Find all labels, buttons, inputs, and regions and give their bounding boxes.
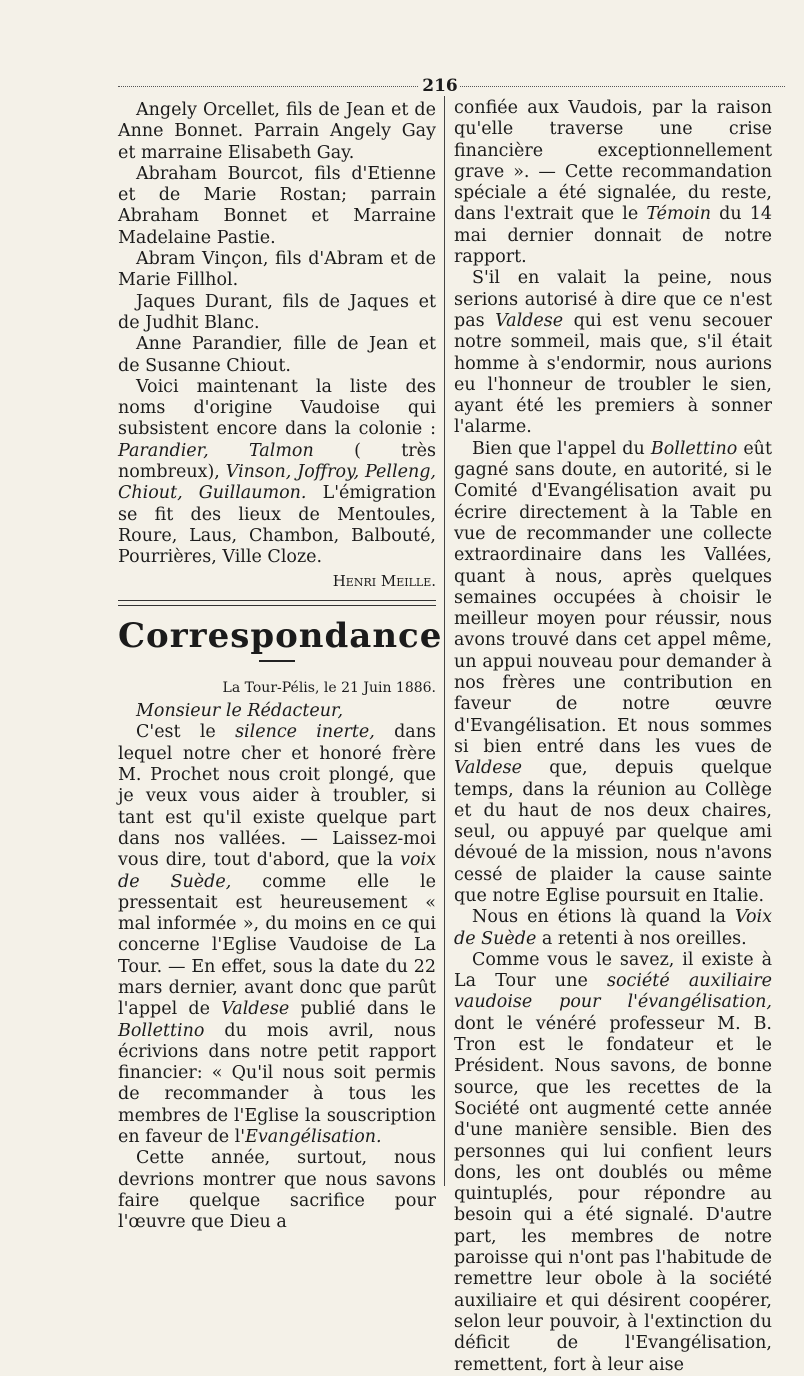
text-run: comme elle le pressentait est heureusement « mal informée », du moins en ce qui concerne l'Eglise Vaudoise de La Tour. — En effet, sous la date du 22 mars dernier, avant donc que parût l'appel de	[118, 871, 437, 1020]
text-run: Bien que l'appel du	[472, 438, 651, 459]
text-run: Comme vous le savez, il existe à La Tour une	[454, 949, 772, 992]
header-dotted-rule-left	[118, 86, 418, 87]
letter-paragraph	[454, 439, 772, 908]
baptism-entry: Angely Orcellet, fils de Jean et de Anne Bonnet. Parrain Angely Gay et marraine Elisabeth Gay.	[118, 100, 436, 163]
italic-run: Evangélisation.	[245, 1127, 382, 1148]
letter-paragraph	[454, 98, 772, 268]
text-run: a retenti à nos oreilles.	[536, 928, 747, 949]
text-run: eût gagné sans doute, en autorité, si le Comité d'Evangélisation avait pu écrire directement à la Table en vue de recommander une collecte extraordinaire dans les Vallées, quant à nous, après quelques semaines occupées à choisir le meilleur moyen pour réussir, nous avons trouvé dans cet appel même, un appui nouveau pour demander à nos frères une contribution en faveur de notre œuvre d'Evangélisation. Et nous sommes si bien entré dans les vues de	[454, 438, 772, 757]
right-column	[454, 98, 772, 1376]
baptism-entry: Anne Parandier, fille de Jean et de Susanne Chiout.	[118, 334, 436, 376]
names-intro: Voici maintenant la liste des noms d'origine Vaudoise qui subsistent encore dans la colonie :	[118, 376, 436, 440]
names-note: ( très nombreux),	[118, 440, 436, 483]
italic-run: Bollettino	[118, 1020, 205, 1041]
vaudois-names-paragraph	[118, 377, 436, 569]
text-run: dans lequel notre cher et honoré frère M. Prochet nous croit plongé, que je veux vous aider à troubler, si tant est qu'il existe quelque part dans nos vallées. — Laissez-moi vous dire, tout d'abord, que la	[118, 722, 436, 871]
column-divider	[444, 96, 445, 1186]
text-run: que, depuis quelque temps, dans la réunion au Collège et du haut de nos deux chaires, seul, ou appuyé par quelque ami dévoué de la mission, nous n'avons cessé de plaider la cause sainte que notre Eglise poursuit en Italie.	[454, 758, 772, 906]
dateline: La Tour-Pélis, le 21 Juin 1886.	[222, 679, 436, 696]
text-run: du 14 mai dernier donnait de notre rapport.	[454, 204, 772, 268]
italic-run: Valdese	[495, 310, 564, 331]
text-run: confiée aux Vaudois, par la raison qu'elle traverse une crise financière exceptionnellement grave ». — Cette recommandation spéciale a été signalée, du reste, dans l'extrait que le	[454, 98, 772, 225]
salutation: Monsieur le Rédacteur,	[136, 701, 344, 722]
italic-run: silence inerte,	[235, 722, 375, 743]
section-title: Correspondance	[118, 615, 443, 656]
letter-paragraph: Cette année, surtout, nous devrions montrer que nous savons faire quelque sacrifice pour l'œuvre que Dieu a	[118, 1148, 436, 1233]
names-list: Parandier, Talmon	[118, 440, 314, 461]
title-short-rule	[259, 660, 295, 662]
text-run: qui est venu secouer notre sommeil, mais que, s'il était homme à s'endormir, nous aurions eu l'honneur de troubler le sien, ayant été les premiers à sonner l'alarme.	[454, 310, 772, 438]
letter-paragraph	[118, 722, 436, 1148]
baptism-entry: Abraham Bourcot, fils d'Etienne et de Marie Rostan; parrain Abraham Bonnet et Marraine Madelaine Pastie.	[118, 163, 436, 248]
italic-run: Témoin	[646, 204, 711, 225]
italic-run: Valdese	[221, 999, 290, 1020]
header-dotted-rule-right	[460, 86, 785, 87]
italic-run: Bollettino	[650, 438, 738, 459]
baptism-entry: Abram Vinçon, fils d'Abram et de Marie Fillhol.	[118, 249, 436, 291]
italic-run: Voix de Suède	[454, 907, 772, 949]
italic-run: Valdese	[454, 758, 522, 779]
baptism-entry: Jaques Durant, fils de Jaques et de Judhit Blanc.	[118, 291, 436, 333]
names-list-2: Vinson, Joffroy, Pelleng, Chiout, Guillaumon.	[118, 462, 436, 504]
left-column	[118, 100, 443, 1234]
letter-paragraph	[454, 950, 772, 1376]
text-run: Nous en étions là quand la	[472, 907, 735, 928]
emigration-text: L'émigration se fit des lieux de Mentoules, Roure, Laus, Chambon, Balbouté, Pourrières, Ville Cloze.	[118, 483, 437, 568]
text-run: du mois avril, nous écrivions dans notre petit rapport financier: « Qu'il nous soit permis de recommander à tous les membres de l'Eglise la souscription en faveur de l'	[118, 1020, 436, 1148]
signature: Henri Meille.	[332, 571, 436, 590]
section-double-rule	[118, 600, 436, 606]
page-number: 216	[422, 76, 458, 96]
italic-run: voix de Suède,	[118, 850, 436, 892]
letter-paragraph	[454, 907, 772, 950]
text-run: S'il en valait la peine, nous serions autorisé à dire que ce n'est pas	[454, 268, 772, 331]
text-run: dont le vénéré professeur M. B. Tron est le fondateur et le Président. Nous savons, de bonne source, que les recettes de la Société ont augmenté cette année d'une manière sensible. Bien des personnes qui lui confient leurs dons, les ont doublés ou même quintuplés, pour répondre au besoin qui a été signalé. D'autre part, les membres de notre paroisse qui n'ont pas l'habitude de remettre leur obole à la société auxiliaire et qui désirent coopérer, selon leur pouvoir, à l'extinction du déficit de l'Evangélisation, remettent, fort à leur aise	[454, 1013, 772, 1375]
italic-run: société auxiliaire vaudoise pour l'évangélisation,	[454, 971, 772, 1013]
letter-paragraph	[454, 268, 772, 438]
text-run: publié dans le	[289, 999, 436, 1020]
text-run: C'est le	[136, 722, 236, 743]
